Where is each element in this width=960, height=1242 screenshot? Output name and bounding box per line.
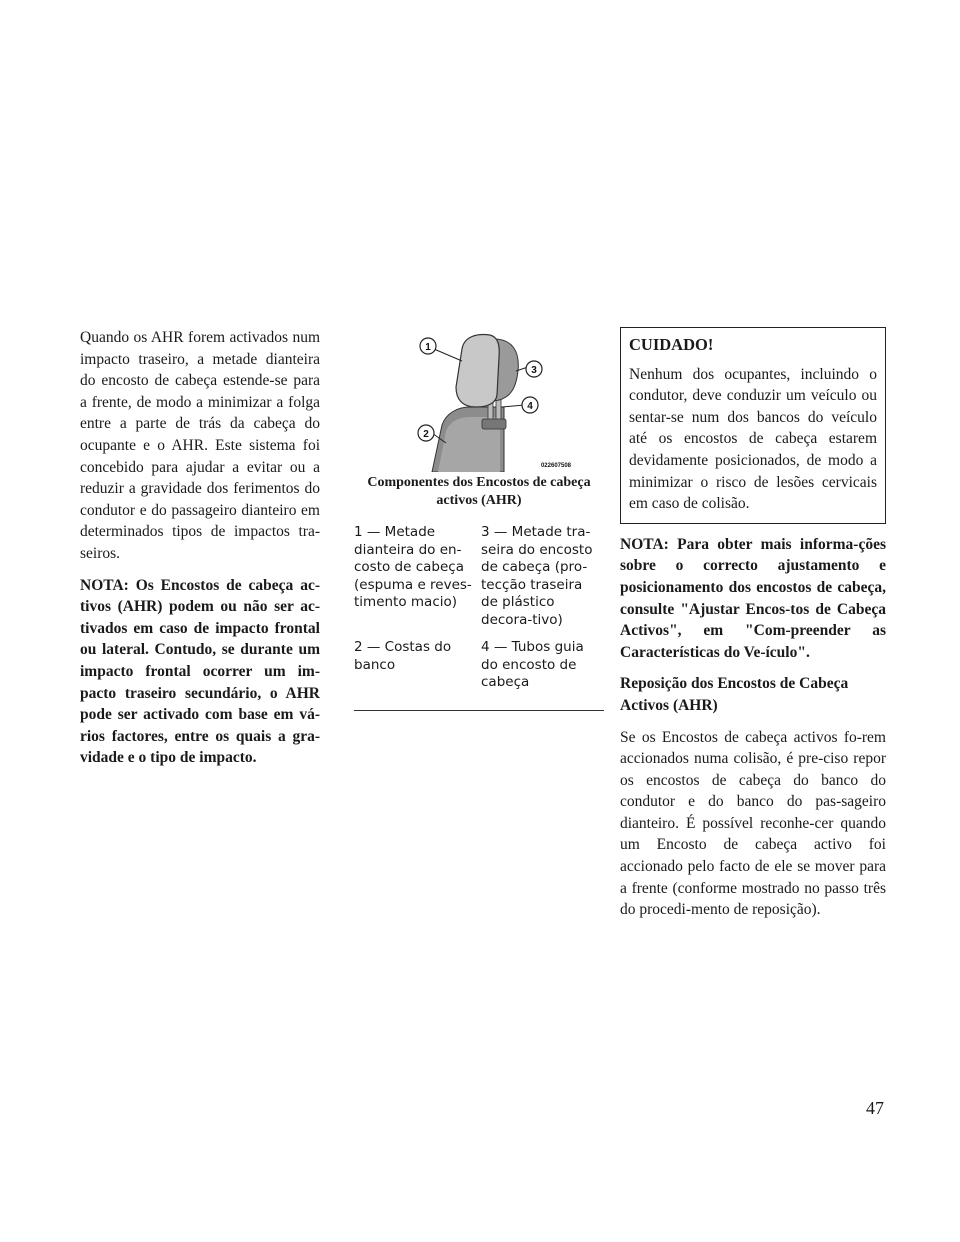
callout-1-label: 1 [425, 342, 431, 353]
reset-paragraph: Se os Encostos de cabeça activos fo-rem accionados numa colisão, é pre-ciso repor os encostos de cabeça do banco do condutor e do banco do pas-sageiro dianteiro. É possível reconhe-cer quando um Encosto de cabeça activo foi accionado pelo facto de ele se mover para a frente (conforme mostrado no passo três do procedi-mento de reposição). [620, 728, 886, 919]
callout-3-label: 3 [531, 365, 537, 376]
figure-caption: Componentes dos Encostos de cabeça activos (AHR) [367, 475, 591, 508]
section-heading: Reposição dos Encostos de Cabeça Activos (AHR) [620, 675, 849, 714]
legend-item-3: 3 — Metade tra-seira do encosto de cabeça (pro-tecção traseira de plástico decora-tivo) [481, 524, 593, 628]
note-ahr-frontal-impact: NOTA: Os Encostos de cabeça ac-tivos (AHR) podem ou não ser ac-tivados em caso de impacto frontal ou lateral. Contudo, se durante um impacto frontal ocorrer um im-pacto traseiro secundário, o AHR pode ser activado com base em vá-rios factores, entre os quais a gra-vidade e o tipo de impacto. [80, 576, 320, 767]
legend-row [354, 639, 604, 692]
caution-title: CUIDADO! [629, 335, 714, 354]
callout-4-label: 4 [527, 401, 533, 412]
left-column [80, 327, 320, 779]
figure-legend [354, 524, 604, 711]
figure-column [354, 327, 604, 711]
right-column [620, 327, 886, 931]
image-code: 022607508 [540, 463, 572, 469]
headrest-figure [354, 327, 604, 472]
legend-item-4: 4 — Tubos guia do encosto de cabeça [481, 639, 584, 690]
legend-row [354, 524, 604, 629]
legend-item-2: 2 — Costas do banco [354, 639, 452, 673]
callout-2-label: 2 [423, 429, 429, 440]
caution-text: Nenhum dos ocupantes, incluindo o condutor, deve conduzir um veículo ou sentar-se num dos bancos do veículo até os encostos de cabeça estarem devidamente posicionados, de modo a minimizar o risco de lesões cervicais em caso de colisão. [629, 365, 877, 513]
legend-item-1: 1 — Metade dianteira do en-costo de cabeça (espuma e reves-timento macio) [354, 524, 472, 610]
ahr-activation-paragraph: Quando os AHR forem activados num impacto traseiro, a metade dianteira do encosto de cabeça estende-se para a frente, de modo a minimizar a folga entre a parte de trás da cabeça do ocupante e o AHR. Este sistema foi concebido para ajudar a evitar ou a reduzir a gravidade dos ferimentos do condutor e do passageiro dianteiro em determinados tipos de impactos tra-seiros. [80, 329, 320, 562]
page-number: 47 [866, 1098, 884, 1118]
note-adjust-headrests: NOTA: Para obter mais informa-ções sobre o correcto ajustamento e posicionamento dos encostos de cabeça, consulte "Ajustar Encos-tos de Cabeça Activos", em "Com-preender as Características do Ve-ículo". [620, 535, 886, 661]
caution-box [620, 327, 886, 524]
